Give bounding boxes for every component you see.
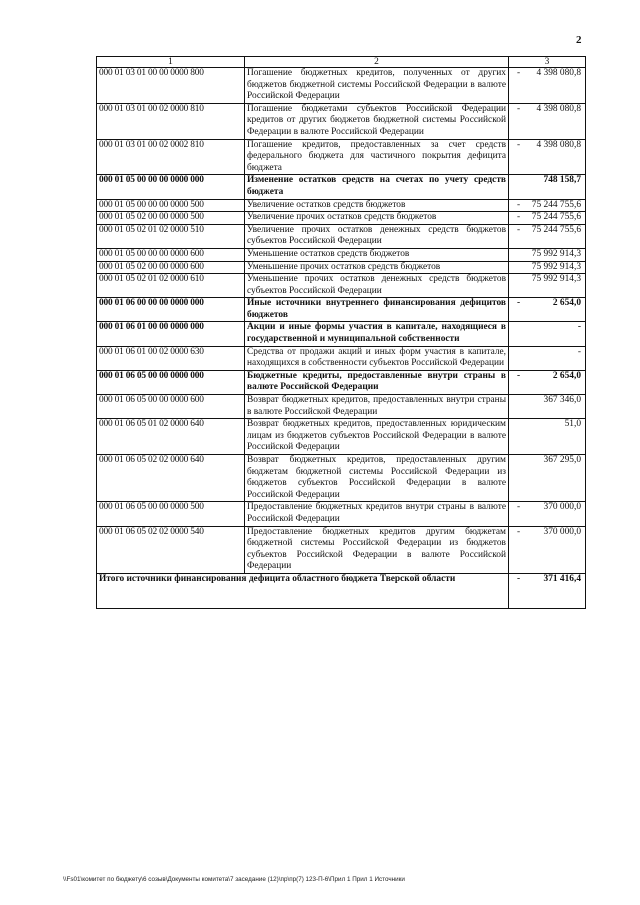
row-amount: - (577, 346, 581, 357)
row-amount-cell (509, 212, 586, 225)
table-row (97, 322, 586, 346)
table-header-row (97, 57, 586, 68)
row-name: Уменьшение остатков средств бюджетов (245, 248, 509, 261)
row-amount: 75 992 914,3 (531, 248, 581, 259)
total-sign: - (517, 573, 521, 584)
row-amount: 75 244 755,6 (531, 224, 581, 235)
table-row (97, 346, 586, 370)
row-code: 000 01 06 05 02 02 0000 540 (97, 526, 245, 573)
row-amount-cell (509, 261, 586, 274)
table-row (97, 395, 586, 419)
row-code: 000 01 05 02 00 00 0000 500 (97, 212, 245, 225)
row-code: 000 01 03 01 00 00 0000 800 (97, 68, 245, 104)
row-code: 000 01 06 05 01 02 0000 640 (97, 419, 245, 455)
row-amount: 4 398 080,8 (536, 103, 581, 114)
row-amount-cell (509, 274, 586, 298)
row-name: Изменение остатков средств на счетах по учету средств бюджета (245, 175, 509, 199)
row-name: Уменьшение прочих остатков средств бюджетов (245, 261, 509, 274)
table-row (97, 103, 586, 139)
row-amount: 75 244 755,6 (531, 212, 581, 223)
row-code: 000 01 05 00 00 00 0000 600 (97, 248, 245, 261)
row-amount-cell (509, 199, 586, 212)
row-amount: - (577, 322, 581, 333)
row-code: 000 01 06 05 00 00 0000 000 (97, 370, 245, 394)
total-amount-cell (509, 573, 586, 608)
table-body (97, 68, 586, 609)
row-name: Бюджетные кредиты, предоставленные внутри страны в валюте Российской Федерации (245, 370, 509, 394)
header-col-3: 3 (509, 57, 586, 68)
table-row (97, 370, 586, 394)
row-name: Погашение бюджетами субъектов Российской Федерации кредитов от других бюджетов бюджетной системы Российской Федерации в валюте Российской Федерации (245, 103, 509, 139)
table-row (97, 274, 586, 298)
row-amount-cell (509, 526, 586, 573)
row-amount-cell (509, 139, 586, 175)
row-amount: 748 158,7 (543, 175, 581, 186)
row-code: 000 01 05 02 00 00 0000 600 (97, 261, 245, 274)
table-row (97, 455, 586, 502)
footer-file-path: \\Fs01\комитет по бюджету\6 созыв\Документы комитета\7 заседание (12)\пр\пр(7) 123-П-6\Прил 1 Прил 1 Источники (63, 876, 405, 883)
row-name: Возврат бюджетных кредитов, предоставленных другим бюджетам бюджетной системы Российской Федерации из бюджетов субъектов Российской Федерации в валюте Российской Федерации (245, 455, 509, 502)
row-amount: 370 000,0 (543, 502, 581, 513)
row-name: Иные источники внутреннего финансирования дефицитов бюджетов (245, 298, 509, 322)
row-amount: 4 398 080,8 (536, 68, 581, 78)
row-code: 000 01 05 02 01 02 0000 610 (97, 274, 245, 298)
table-row (97, 526, 586, 573)
row-sign: - (517, 224, 521, 235)
row-sign: - (517, 212, 521, 223)
row-amount-cell (509, 502, 586, 526)
row-sign: - (517, 370, 521, 381)
row-name: Возврат бюджетных кредитов, предоставленных юридическим лицам из бюджетов субъектов Российской Федерации в валюте Российской Федерации (245, 419, 509, 455)
row-name: Уменьшение прочих остатков денежных средств бюджетов субъектов Российской Федерации (245, 274, 509, 298)
page-number: 2 (576, 34, 582, 46)
table-row (97, 68, 586, 104)
table-row (97, 248, 586, 261)
row-amount: 367 346,0 (543, 395, 581, 406)
row-name: Предоставление бюджетных кредитов другим бюджетам бюджетной системы Российской Федерации из бюджетов субъектов Российской Федерации в валюте Российской Федерации (245, 526, 509, 573)
row-amount-cell (509, 455, 586, 502)
table-row (97, 212, 586, 225)
row-name: Увеличение прочих остатков денежных средств бюджетов субъектов Российской Федерации (245, 224, 509, 248)
table-row (97, 199, 586, 212)
row-name: Средства от продажи акций и иных форм участия в капитале, находящихся в собственности субъектов Российской Федерации (245, 346, 509, 370)
row-amount-cell (509, 224, 586, 248)
budget-sources-table (96, 56, 586, 609)
table-row (97, 298, 586, 322)
row-amount: 75 992 914,3 (531, 261, 581, 272)
row-code: 000 01 06 01 00 00 0000 000 (97, 322, 245, 346)
row-amount: 4 398 080,8 (536, 139, 581, 150)
row-amount: 75 244 755,6 (531, 199, 581, 210)
table-row (97, 261, 586, 274)
row-amount-cell (509, 248, 586, 261)
row-sign: - (517, 139, 521, 150)
row-sign: - (517, 68, 521, 78)
row-code: 000 01 06 05 02 02 0000 640 (97, 455, 245, 502)
row-sign: - (517, 502, 521, 513)
total-amount: 371 416,4 (543, 573, 581, 584)
row-amount: 367 295,0 (543, 455, 581, 465)
row-amount: 2 654,0 (552, 370, 581, 381)
row-code: 000 01 05 00 00 00 0000 500 (97, 199, 245, 212)
row-name: Погашение бюджетных кредитов, полученных от других бюджетов бюджетной системы Российской Федерации в валюте Российской Федерации (245, 68, 509, 104)
row-code: 000 01 05 02 01 02 0000 510 (97, 224, 245, 248)
row-name: Погашение кредитов, предоставленных за счет средств федерального бюджета для частичного покрытия дефицита бюджета (245, 139, 509, 175)
row-sign: - (517, 199, 521, 210)
row-amount-cell (509, 175, 586, 199)
row-name: Увеличение остатков средств бюджетов (245, 199, 509, 212)
table-row (97, 139, 586, 175)
row-code: 000 01 06 05 00 00 0000 600 (97, 395, 245, 419)
row-code: 000 01 06 00 00 00 0000 000 (97, 298, 245, 322)
header-col-1: 1 (97, 57, 245, 68)
row-code: 000 01 03 01 00 02 0000 810 (97, 103, 245, 139)
total-label: Итого источники финансирования дефицита областного бюджета Тверской области (97, 573, 509, 608)
row-sign: - (517, 103, 521, 114)
row-amount-cell (509, 395, 586, 419)
table-row (97, 502, 586, 526)
row-amount-cell (509, 419, 586, 455)
row-amount-cell (509, 346, 586, 370)
row-amount-cell (509, 68, 586, 104)
row-name: Предоставление бюджетных кредитов внутри страны в валюте Российской Федерации (245, 502, 509, 526)
row-amount: 51,0 (564, 419, 581, 430)
row-amount-cell (509, 298, 586, 322)
row-code: 000 01 03 01 00 02 0002 810 (97, 139, 245, 175)
table-row (97, 224, 586, 248)
row-amount-cell (509, 322, 586, 346)
row-sign: - (517, 298, 521, 309)
row-sign: - (517, 526, 521, 537)
row-amount: 370 000,0 (543, 526, 581, 537)
row-name: Увеличение прочих остатков средств бюджетов (245, 212, 509, 225)
row-code: 000 01 06 01 00 02 0000 630 (97, 346, 245, 370)
row-code: 000 01 05 00 00 00 0000 000 (97, 175, 245, 199)
total-row (97, 573, 586, 608)
row-code: 000 01 06 05 00 00 0000 500 (97, 502, 245, 526)
row-amount: 2 654,0 (552, 298, 581, 309)
table-row (97, 419, 586, 455)
table-row (97, 175, 586, 199)
row-amount-cell (509, 370, 586, 394)
row-name: Акции и иные формы участия в капитале, находящиеся в государственной и муниципальной собственности (245, 322, 509, 346)
row-amount-cell (509, 103, 586, 139)
row-amount: 75 992 914,3 (531, 274, 581, 285)
row-name: Возврат бюджетных кредитов, предоставленных внутри страны в валюте Российской Федерации (245, 395, 509, 419)
header-col-2: 2 (245, 57, 509, 68)
